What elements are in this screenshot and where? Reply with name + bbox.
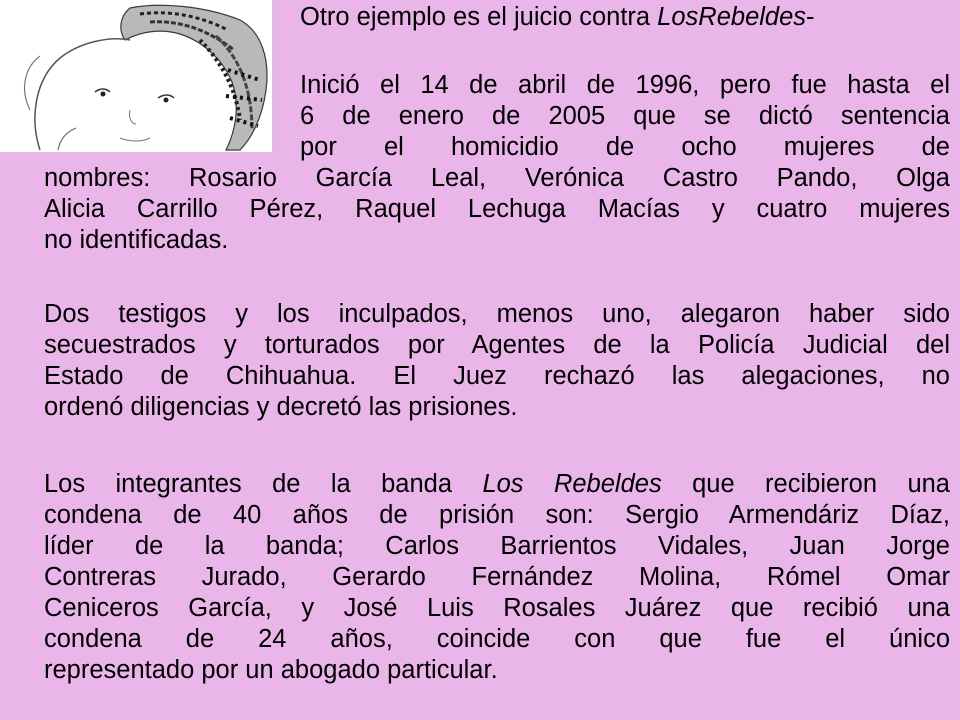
- intro-suffix: -: [806, 3, 815, 31]
- paragraph-3: [44, 469, 950, 686]
- paragraph-3-line-1-prefix: Los integrantes de la banda: [44, 470, 483, 498]
- paragraph-1-line-1: Inició el 14 de abril de 1996, pero fue hasta el: [300, 71, 950, 99]
- paragraph-2-line-2: secuestrados y torturados por Agentes de la Policía Judicial del: [44, 331, 950, 359]
- paragraph-1-line-5: Alicia Carrillo Pérez, Raquel Lechuga Macías y cuatro mujeres: [44, 195, 950, 223]
- paragraph-2-line-3: Estado de Chihuahua. El Juez rechazó las alegaciones, no: [44, 362, 950, 390]
- intro-line: [300, 2, 950, 33]
- paragraph-1-line-6: no identificadas.: [44, 226, 229, 254]
- woman-sketch-icon: [0, 0, 273, 152]
- paragraph-3-line-7: representado por un abogado particular.: [44, 656, 498, 684]
- intro-prefix: Otro ejemplo es el juicio contra: [300, 3, 658, 31]
- paragraph-3-italic-band-name: Los Rebeldes: [482, 470, 662, 498]
- paragraph-3-line-1-suffix: que recibieron una: [661, 470, 950, 498]
- paragraph-1-line-2: 6 de enero de 2005 que se dictó sentencia: [300, 102, 950, 130]
- paragraph-3-line-4: Contreras Jurado, Gerardo Fernández Molina, Rómel Omar: [44, 563, 950, 591]
- paragraph-3-line-1: [44, 469, 950, 500]
- paragraph-1-line-4: nombres: Rosario García Leal, Verónica Castro Pando, Olga: [44, 164, 950, 192]
- paragraph-2: [44, 299, 950, 423]
- intro-italic-band-name: LosRebeldes: [657, 3, 807, 31]
- paragraph-1-line-3: por el homicidio de ocho mujeres de: [300, 133, 950, 161]
- paragraph-3-line-5: Ceniceros García, y José Luis Rosales Juárez que recibió una: [44, 594, 950, 622]
- paragraph-2-line-4: ordenó diligencias y decretó las prisiones.: [44, 393, 518, 421]
- paragraph-1-wrapped-lines: [300, 70, 950, 163]
- paragraph-1-full-lines: [44, 163, 950, 256]
- woman-sketch-drawing: [0, 0, 272, 152]
- paragraph-2-line-1: Dos testigos y los inculpados, menos uno, alegaron haber sido: [44, 300, 950, 328]
- paragraph-3-line-6: condena de 24 años, coincide con que fue el único: [44, 625, 950, 653]
- paragraph-3-line-3: líder de la banda; Carlos Barrientos Vidales, Juan Jorge: [44, 532, 950, 560]
- paragraph-3-line-2: condena de 40 años de prisión son: Sergio Armendáriz Díaz,: [44, 501, 950, 529]
